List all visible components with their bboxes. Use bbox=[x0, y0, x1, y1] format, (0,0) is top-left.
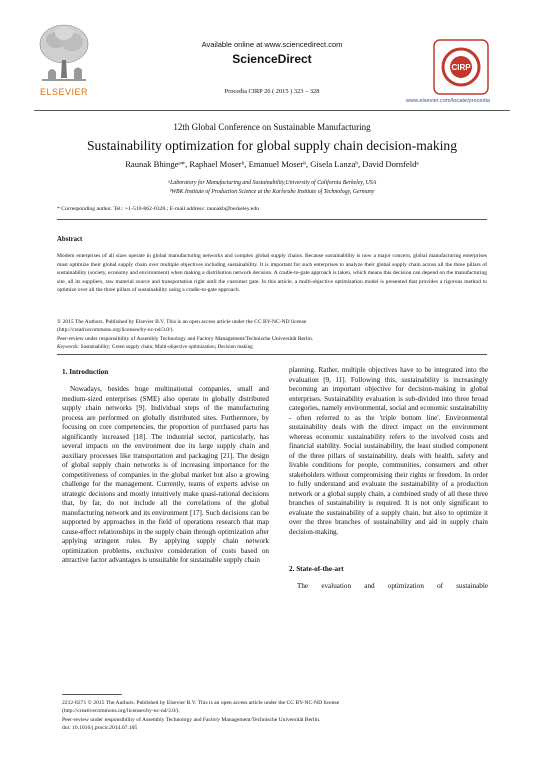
publisher-wordmark: ELSEVIER bbox=[39, 87, 89, 97]
peer-review-notice: Peer-review under responsibility of Assembly Technology and Factory Management/Technische Universität Berlin. bbox=[57, 336, 314, 342]
abstract-heading: Abstract bbox=[57, 236, 83, 243]
paper-title: Sustainability optimization for global supply chain decision-making bbox=[87, 138, 457, 153]
section-2-heading: 2. State-of-the-art bbox=[289, 565, 344, 573]
abstract-text: Modern enterprises of all sizes operate in global manufacturing networks and complex global supply chains. Because sustainability is now a major concern, global manufacturing enterprises must optimize their global supply chain over multiple objectives including sustainability. It is important for such enterprises to analyze their global supply chain across all the three pillars of sustainability (society, economy and environment) when making a distribution network decision. A cradle-to-gate approach is taken, which means this decision can depend on the manufacturing site, all its suppliers, raw material source and transportation right until the customer gate. In this article, a multi-objective optimization model is presented that provides a rigorous method to optimize over all the three pillars of sustainability using a cradle-to-gate approach. bbox=[57, 253, 487, 294]
affiliation-b: ᵇWBK Institute of Production Science at the Karlsruhe Institute of Technology, Germany bbox=[169, 189, 375, 195]
keywords-label: Keywords: bbox=[57, 344, 80, 350]
author-list: Raunak Bhingeᵃ*, Raphael Moserᵇ, Emanuel Moserᵇ, Gisela Lanzaᵇ, David Dornfeldᵃ bbox=[125, 159, 419, 169]
section-1-heading: 1. Introduction bbox=[62, 368, 109, 376]
corresponding-author: * Corresponding author. Tel.: +1-510-862-0328.; E-mail address: raunakb@berkeley.edu bbox=[57, 206, 260, 212]
footer-issn-line: 2212-8271 © 2015 The Authors. Published by Elsevier B.V. This is an open access article under the CC BY-NC-ND license bbox=[62, 700, 340, 706]
cirp-logo-text: CIRP bbox=[451, 63, 471, 72]
copyright-notice: © 2015 The Authors. Published by Elsevier B.V. This is an open access article under the CC BY-NC-ND license bbox=[57, 319, 307, 325]
header-divider bbox=[34, 110, 510, 111]
keywords-divider bbox=[57, 354, 487, 355]
footer-notice bbox=[62, 699, 492, 733]
footer-license-link[interactable]: (http://creativecommons.org/licenses/by-nc-nd/3.0/). bbox=[62, 708, 180, 715]
column-2-text: planning. Rather, multiple objectives have to be integrated into the evaluation [9, 11]. Following this, sustainability is increasingly becoming an important objective for decision-making in global enterprises. Sustainability evaluation is sub-divided into three broad categories, namely environmental, social and economic sustainability - often referred to as the 'triple bottom line'. Environmental sustainability deals with the direct impact on the environment whereas economic sustainability refers to the involved costs and financial stability. Social sustainability, the least studied component of the three pillars of sustainability, deals with health, safety and livable conditions for people, communities, consumers and other stakeholders without compromising their rights or freedom. In order to fully understand and evaluate the sustainability of a production network or a global supply chain, a combined study of all these three branches of sustainability is required. It is not only significant to evaluate the sustainability of a supply chain, but also to optimize it over the three branches of sustainability and aid in supply chain decision-making. bbox=[289, 366, 488, 536]
footer-peer-review: Peer-review under responsibility of Assembly Technology and Factory Management/Technische Universität Berlin. bbox=[62, 716, 321, 723]
footer-doi[interactable]: doi: 10.1016/j.procir.2014.07.105 bbox=[62, 725, 138, 732]
affiliation-a: ᵃLaboratory for Manufacturing and Sustainability,University of California Berkeley, USA bbox=[167, 180, 377, 186]
license-link[interactable]: (http://creativecommons.org/licenses/by-nc-nd/3.0/). bbox=[57, 327, 174, 333]
section-1-text: Nowadays, besides huge multinational companies, small and medium-sized enterprises (SME) also operate in globally distributed supply chain networks [9]. Individual steps of the manufacturing process are performed on globally distributed sites. Furthermore, by focusing on core competencies, the proportion of purchased parts has significantly increased [18]. The industrial sector, particularly, has several impacts on the environment due its large supply chain and auxiliary processes like transportation and packaging [21]. The design of global supply chain networks is of increasing importance for the competitiveness of companies in the global market but also a growing challenge for the management. Currently, teams of experts advise on strategic decisions and mostly intuitively make quasi-rational decisions that, by far, do not include all the correlations of the global manufacturing network and its environment [17]. Such decisions can be supported by approaches in the field of operations research that map cause-effect relationships in the supply chain through optimization after applying stringent rules. By applying supply chain network optimization problems, exclusive consideration of costs based on attractive factor advantages is unsuitable for sustainable supply chain bbox=[62, 385, 269, 564]
available-online-text: Available online at www.sciencedirect.com bbox=[201, 40, 343, 49]
journal-homepage-link[interactable]: www.elsevier.com/locate/procedia bbox=[406, 98, 490, 104]
footer-divider bbox=[62, 694, 122, 695]
abstract-divider bbox=[57, 219, 487, 220]
keywords-values: Sustainability; Green supply chain; Multi-objective optimization; Decision making bbox=[80, 344, 253, 350]
sciencedirect-wordmark: ScienceDirect bbox=[232, 52, 312, 66]
section-2-text: The evaluation and optimization of sustainable bbox=[297, 582, 488, 590]
journal-reference: Procedia CIRP 26 ( 2015 ) 323 – 328 bbox=[224, 88, 320, 95]
keywords-line bbox=[57, 344, 487, 350]
elsevier-tree-logo bbox=[36, 20, 92, 88]
conference-name: 12th Global Conference on Sustainable Manufacturing bbox=[173, 122, 371, 132]
cirp-logo bbox=[432, 38, 490, 96]
